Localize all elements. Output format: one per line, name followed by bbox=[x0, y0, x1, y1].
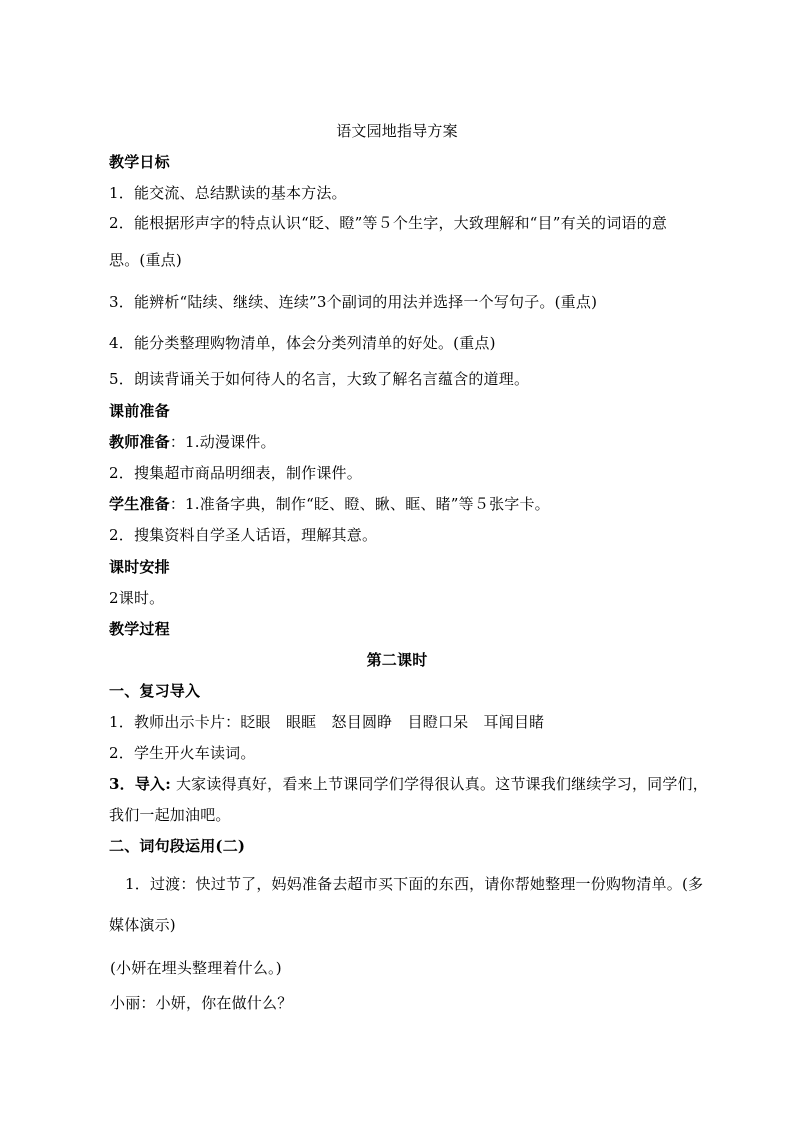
goals-heading: 教学日标 bbox=[109, 153, 170, 171]
process-heading: 教学过程 bbox=[109, 620, 170, 638]
section-1-item-3-line-1 bbox=[109, 774, 708, 794]
goal-4: 4．能分类整理购物清单，体会分类列清单的好处。(重点) bbox=[109, 334, 496, 352]
prep-heading: 课前准备 bbox=[109, 402, 170, 420]
section-1-item-2: 2．学生开火车读词。 bbox=[109, 744, 256, 762]
teacher-prep-2: 2．搜集超市商品明细表，制作课件。 bbox=[109, 464, 362, 482]
dialog-line-1: 小丽：小妍，你在做什么？ bbox=[110, 994, 293, 1012]
document-title: 语文园地指导方案 bbox=[336, 122, 458, 140]
time-heading: 课时安排 bbox=[109, 558, 170, 576]
section-2-item-1-line-1: 1．过渡：快过节了，妈妈准备去超市买下面的东西，请你帮她整理一份购物清单。(多 bbox=[125, 875, 704, 893]
teacher-prep-text: ：1.动漫课件。 bbox=[169, 433, 276, 451]
intro-label: 3．导入: bbox=[109, 775, 171, 793]
time-value: 2课时。 bbox=[109, 589, 165, 607]
goal-5: 5．朗读背诵关于如何待人的名言，大致了解名言蕴含的道理。 bbox=[109, 370, 530, 388]
section-1-item-3-line-2: 我们一起加油吧。 bbox=[109, 806, 231, 824]
student-prep-text: ：1.准备字典，制作“眨、瞪、瞅、眶、睹”等５张字卡。 bbox=[169, 495, 550, 513]
section-1-heading: 一、复习导入 bbox=[109, 682, 201, 700]
lesson-title: 第二课时 bbox=[366, 651, 428, 669]
student-prep-label: 学生准备 bbox=[109, 495, 170, 513]
teacher-prep-1 bbox=[109, 432, 276, 452]
section-1-item-1: 1．教师出示卡片：眨眼 眼眶 怒目圆睁 目瞪口呆 耳闻目睹 bbox=[109, 713, 545, 731]
section-2-item-1-line-2: 媒体演示) bbox=[109, 916, 176, 934]
student-prep-1 bbox=[109, 494, 550, 514]
goal-1: 1．能交流、总结默读的基本方法。 bbox=[109, 184, 347, 202]
intro-text: 大家读得真好，看来上节课同学们学得很认真。这节课我们继续学习，同学们， bbox=[170, 775, 708, 793]
goal-2-line-2: 思。(重点) bbox=[109, 251, 182, 269]
goal-2-line-1: 2．能根据形声字的特点认识“眨、瞪”等５个生字，大致理解和“目”有关的词语的意 bbox=[109, 214, 668, 232]
section-2-heading: 二、词句段运用(二) bbox=[109, 837, 246, 855]
goal-3: 3．能辨析“陆续、继续、连续”3个副词的用法并选择一个写句子。(重点) bbox=[109, 293, 598, 311]
student-prep-2: 2．搜集资料自学圣人话语，理解其意。 bbox=[109, 526, 378, 544]
teacher-prep-label: 教师准备 bbox=[109, 433, 170, 451]
scene-note: (小妍在埋头整理着什么。) bbox=[110, 959, 282, 977]
